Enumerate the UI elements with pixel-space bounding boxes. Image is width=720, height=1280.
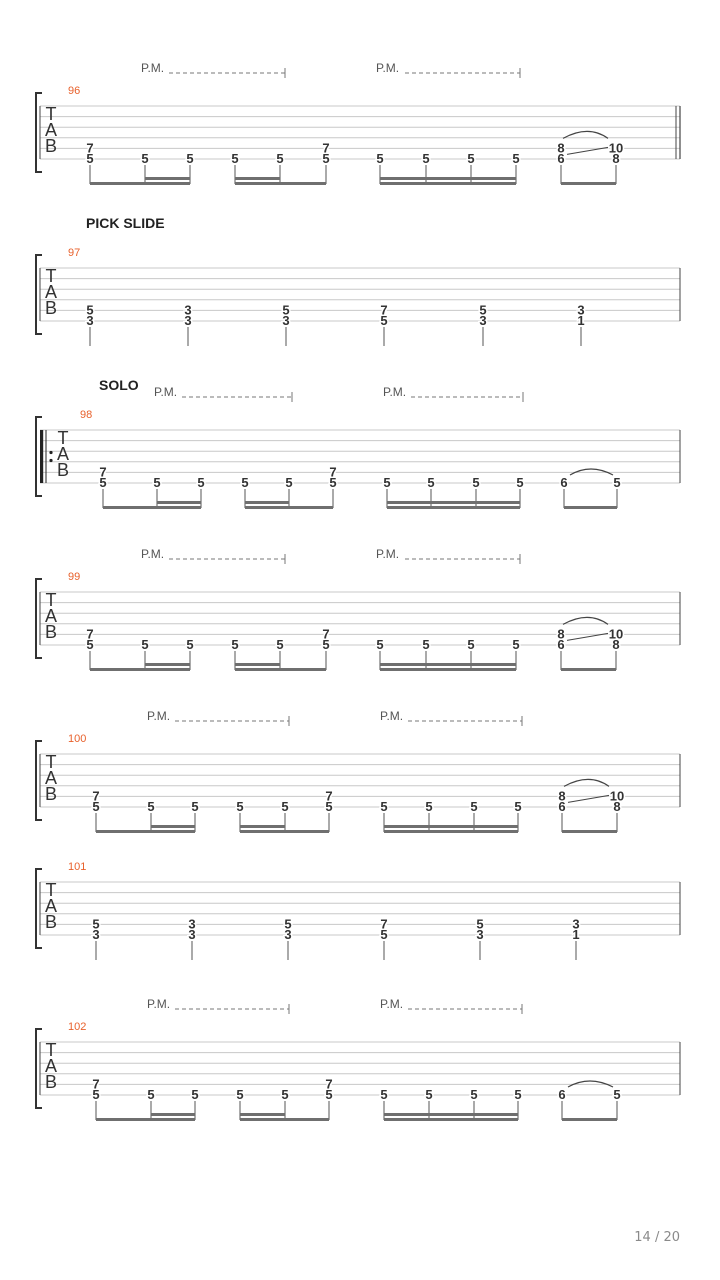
palm-mute-label: P.M.	[141, 547, 165, 561]
repeat-thick-bar	[40, 430, 43, 483]
tab-clef-letter: B	[44, 298, 58, 318]
beam	[240, 1118, 329, 1121]
tab-clef-letter: A	[44, 896, 58, 916]
tab-clef-letter: B	[44, 912, 58, 932]
beam-secondary	[235, 663, 280, 666]
fret-number: 3	[479, 313, 487, 328]
fret-number: 5	[512, 637, 520, 652]
measure-number: 96	[68, 85, 81, 97]
measure-number: 97	[68, 247, 81, 259]
fret-number: 5	[376, 637, 384, 652]
section-label: SOLO	[99, 377, 139, 393]
beam	[235, 668, 326, 671]
fret-number: 5	[236, 799, 244, 814]
fret-number: 5	[147, 1087, 155, 1102]
fret-number: 3	[282, 313, 290, 328]
fret-number: 5	[231, 637, 239, 652]
fret-number: 7	[380, 302, 388, 318]
fret-number: 5	[472, 475, 480, 490]
fret-number: 5	[476, 916, 484, 932]
tab-clef-letter: B	[44, 784, 58, 804]
fret-number: 1	[577, 313, 585, 328]
beam	[380, 182, 516, 185]
fret-number: 8	[557, 140, 565, 156]
palm-mute-label: P.M.	[376, 61, 400, 75]
fret-number: 5	[153, 475, 161, 490]
beam	[380, 668, 516, 671]
beam	[384, 830, 518, 833]
beam	[561, 668, 616, 671]
fret-number: 7	[329, 464, 337, 480]
fret-number: 5	[231, 151, 239, 166]
fret-number: 8	[612, 637, 620, 652]
fret-number: 3	[188, 927, 196, 942]
beam-secondary	[240, 1113, 285, 1116]
tab-clef-letter: T	[57, 428, 69, 448]
fret-number: 5	[329, 475, 337, 490]
fret-number: 5	[479, 302, 487, 318]
fret-number: 5	[325, 799, 333, 814]
fret-number: 3	[188, 916, 196, 932]
fret-number: 5	[427, 475, 435, 490]
fret-number: 5	[514, 1087, 522, 1102]
fret-number: 5	[470, 1087, 478, 1102]
palm-mute-label: P.M.	[154, 385, 178, 399]
fret-number: 5	[467, 637, 475, 652]
beam-secondary	[145, 177, 190, 180]
fret-number: 5	[380, 927, 388, 942]
palm-mute-label: P.M.	[147, 709, 171, 723]
beam	[96, 1118, 195, 1121]
fret-number: 5	[147, 799, 155, 814]
beam	[561, 182, 616, 185]
fret-number: 5	[613, 475, 621, 490]
fret-number: 5	[276, 151, 284, 166]
system-bracket	[36, 869, 42, 948]
fret-number: 3	[577, 302, 585, 318]
fret-number: 5	[92, 916, 100, 932]
fret-number: 6	[557, 637, 565, 652]
fret-number: 3	[572, 916, 580, 932]
page-indicator: 14 / 20	[634, 1230, 680, 1245]
fret-number: 5	[197, 475, 205, 490]
fret-number: 5	[86, 151, 94, 166]
measure-number: 99	[68, 571, 81, 583]
measure-number: 102	[68, 1021, 87, 1033]
palm-mute-label: P.M.	[380, 709, 404, 723]
beam-secondary	[151, 1113, 195, 1116]
beam	[235, 182, 326, 185]
beam-secondary	[380, 177, 516, 180]
beam	[240, 830, 329, 833]
fret-number: 3	[476, 927, 484, 942]
measure-number: 101	[68, 861, 87, 873]
fret-number: 8	[557, 626, 565, 642]
fret-number: 1	[572, 927, 580, 942]
fret-number: 7	[325, 788, 333, 804]
tab-clef-letter: T	[45, 266, 57, 286]
beam	[562, 1118, 617, 1121]
fret-number: 5	[191, 799, 199, 814]
tab-clef-letter: A	[44, 120, 58, 140]
fret-number: 7	[92, 788, 100, 804]
fret-number: 5	[86, 637, 94, 652]
fret-number: 5	[470, 799, 478, 814]
fret-number: 6	[560, 475, 568, 490]
fret-number: 5	[92, 1087, 100, 1102]
fret-number: 7	[322, 626, 330, 642]
section-label: PICK SLIDE	[86, 215, 165, 231]
beam	[564, 506, 617, 509]
tab-clef-letter: A	[44, 606, 58, 626]
tab-clef-letter: B	[44, 622, 58, 642]
beam-secondary	[240, 825, 285, 828]
beam	[245, 506, 333, 509]
tab-clef-letter: B	[44, 136, 58, 156]
fret-number: 8	[558, 788, 566, 804]
fret-number: 3	[92, 927, 100, 942]
fret-number: 5	[92, 799, 100, 814]
fret-number: 6	[557, 151, 565, 166]
fret-number: 5	[285, 475, 293, 490]
fret-number: 7	[99, 464, 107, 480]
fret-number: 5	[282, 302, 290, 318]
palm-mute-label: P.M.	[141, 61, 165, 75]
fret-number: 7	[86, 140, 94, 156]
fret-number: 5	[86, 302, 94, 318]
fret-number: 3	[184, 302, 192, 318]
tab-clef-letter: T	[45, 880, 57, 900]
measure-number: 98	[80, 409, 93, 421]
beam	[562, 830, 617, 833]
fret-number: 5	[380, 1087, 388, 1102]
fret-number: 6	[558, 1087, 566, 1102]
fret-number: 3	[86, 313, 94, 328]
fret-number: 5	[380, 313, 388, 328]
tab-clef-letter: B	[56, 460, 70, 480]
fret-number: 5	[425, 799, 433, 814]
beam-secondary	[145, 663, 190, 666]
beam-secondary	[380, 663, 516, 666]
fret-number: 5	[322, 637, 330, 652]
fret-number: 5	[613, 1087, 621, 1102]
fret-number: 5	[236, 1087, 244, 1102]
fret-number: 5	[322, 151, 330, 166]
tab-clef-letter: A	[56, 444, 70, 464]
system-bracket	[36, 255, 42, 334]
repeat-dot	[49, 451, 52, 454]
fret-number: 5	[383, 475, 391, 490]
fret-number: 5	[380, 799, 388, 814]
tab-clef-letter: T	[45, 590, 57, 610]
tab-clef-letter: T	[45, 1040, 57, 1060]
fret-number: 5	[276, 637, 284, 652]
fret-number: 5	[467, 151, 475, 166]
fret-number: 7	[325, 1076, 333, 1092]
fret-number: 7	[92, 1076, 100, 1092]
fret-number: 5	[241, 475, 249, 490]
fret-number: 5	[281, 1087, 289, 1102]
fret-number: 5	[99, 475, 107, 490]
palm-mute-label: P.M.	[376, 547, 400, 561]
beam	[90, 182, 190, 185]
palm-mute-label: P.M.	[380, 997, 404, 1011]
beam-secondary	[387, 501, 520, 504]
fret-number: 5	[281, 799, 289, 814]
beam	[90, 668, 190, 671]
system-bracket	[36, 741, 42, 820]
beam-secondary	[157, 501, 201, 504]
tab-clef-letter: T	[45, 104, 57, 124]
tab-clef-letter: T	[45, 752, 57, 772]
fret-number: 3	[184, 313, 192, 328]
fret-number: 3	[284, 927, 292, 942]
fret-number: 7	[86, 626, 94, 642]
fret-number: 8	[613, 799, 621, 814]
beam-secondary	[151, 825, 195, 828]
fret-number: 6	[558, 799, 566, 814]
beam	[96, 830, 195, 833]
beam-secondary	[235, 177, 280, 180]
fret-number: 5	[422, 637, 430, 652]
beam	[384, 1118, 518, 1121]
system-bracket	[36, 1029, 42, 1108]
fret-number: 5	[516, 475, 524, 490]
tab-clef-letter: A	[44, 282, 58, 302]
tab-clef-letter: A	[44, 768, 58, 788]
fret-number: 10	[608, 140, 624, 156]
palm-mute-label: P.M.	[147, 997, 171, 1011]
tab-clef-letter: A	[44, 1056, 58, 1076]
fret-number: 5	[422, 151, 430, 166]
system-bracket	[36, 93, 42, 172]
palm-mute-label: P.M.	[383, 385, 407, 399]
fret-number: 5	[141, 637, 149, 652]
beam	[387, 506, 520, 509]
fret-number: 7	[322, 140, 330, 156]
fret-number: 5	[191, 1087, 199, 1102]
fret-number: 5	[325, 1087, 333, 1102]
fret-number: 5	[514, 799, 522, 814]
fret-number: 5	[141, 151, 149, 166]
tab-clef-letter: B	[44, 1072, 58, 1092]
fret-number: 5	[186, 637, 194, 652]
system-bracket	[36, 579, 42, 658]
fret-number: 5	[425, 1087, 433, 1102]
fret-number: 5	[376, 151, 384, 166]
fret-number: 10	[608, 626, 624, 642]
beam-secondary	[384, 1113, 518, 1116]
beam-secondary	[245, 501, 289, 504]
repeat-dot	[49, 459, 52, 462]
measure-number: 100	[68, 733, 87, 745]
beam-secondary	[384, 825, 518, 828]
fret-number: 5	[186, 151, 194, 166]
fret-number: 8	[612, 151, 620, 166]
fret-number: 5	[512, 151, 520, 166]
beam	[103, 506, 201, 509]
fret-number: 5	[284, 916, 292, 932]
fret-number: 7	[380, 916, 388, 932]
fret-number: 10	[609, 788, 625, 804]
